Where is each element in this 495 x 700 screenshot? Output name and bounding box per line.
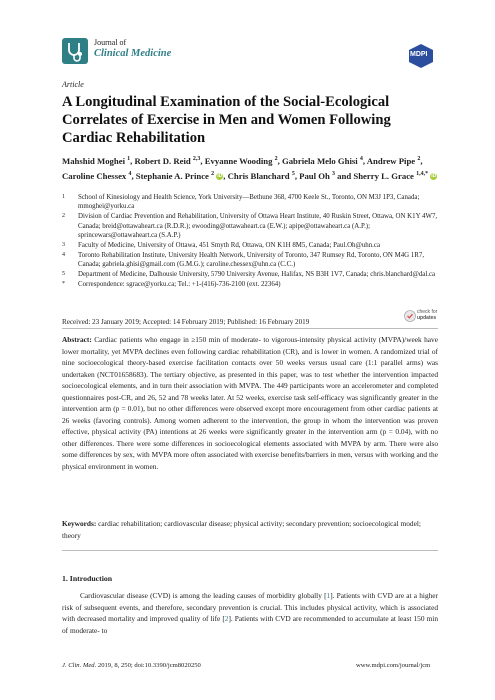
abstract-label: Abstract: [62,335,92,344]
author-separator: , [223,170,228,181]
orcid-icon[interactable]: iD [217,173,223,180]
citation-link[interactable]: 1 [326,591,331,600]
affiliation-item [62,280,438,289]
keywords-label: Keywords: [62,519,97,528]
author-affiliation-marker: 2 [274,156,278,162]
check-updates-line1: check for [417,309,438,315]
author [62,156,135,166]
author-affiliation-marker: 1 [127,156,131,162]
intro-text-2: ]. Patients with CVD are at a higher risk of subsequent events, and therefore, secondary prevention is crucial. This includes physical activity, which is associated with decreased mortality and improved quality of life [ [62,591,439,624]
affiliation-text: Faculty of Medicine, University of Ottawa, 451 Smyth Rd, Ottawa, ON K1H 8M5, Canada; Paul.Oh@uhn.ca [78,241,381,249]
author-affiliation-marker: 5 [291,170,295,177]
author-name: Evyanne Wooding [204,155,273,166]
affiliation-text: Correspondence: sgrace@yorku.ca; Tel.: +1-(416)-736-2100 (ext. 22364) [78,280,281,288]
article-title: A Longitudinal Examination of the Social-Ecological Correlates of Exercise in Men and Women Following Cardiac Rehabilitation [62,94,391,146]
author-name: Chris Blanchard [227,170,290,181]
author-name: Stephanie A. Prince [135,170,209,181]
introduction-paragraph [62,590,438,636]
author [205,156,282,166]
journal-logo [62,38,88,64]
publication-dates: Received: 23 January 2019; Accepted: 14 February 2019; Published: 16 February 2019 [62,318,310,326]
check-updates-text [417,309,437,321]
intro-text-3: ]. Patients with CVD are recommended to accumulate at least 150 min of moderate- to [62,614,438,635]
author-list [62,153,442,183]
author [62,171,136,181]
author-affiliation-marker: 2 [417,156,421,162]
author-name: Gabriela Melo Ghisi [281,155,358,166]
check-updates-line2: updates [417,315,437,321]
author [228,171,300,181]
author-affiliation-marker: 3 [332,170,335,177]
journal-title [94,37,171,59]
section-heading: 1. Introduction [62,574,113,583]
author [135,156,205,166]
author-separator: , [420,155,423,166]
check-for-updates-badge[interactable] [404,307,438,325]
affiliation-item [62,270,438,279]
author-separator: , [362,155,366,166]
author [353,171,437,181]
footer-citation [62,662,201,669]
keywords-text: cardiac rehabilitation; cardiovascular disease; physical activity; secondary prevention; socioecological model; theory [62,519,421,540]
journal-line-1: Journal of [94,38,127,47]
mdpi-logo-text: MDPI [410,51,428,58]
affiliation-number: 4 [62,251,65,258]
author [299,171,351,181]
affiliation-number: * [62,280,65,287]
affiliation-item [62,241,438,250]
footer-url[interactable]: www.mdpi.com/journal/jcm [356,662,431,669]
abstract-text: Cardiac patients who engage in ≥150 min of moderate- to vigorous-intensity physical activity (MVPA)/week have lower mortality, yet MVPA declines even following cardiac rehabilitation (CR), and is lower in women. A randomized trial of nine socioecological theory-based exercise facilitation contacts over 50 weeks versus usual care (1:1 parallel arms) was undertaken (NCT01658683). The tertiary objective, as presented in this paper, was to test whether the intervention impacted socioecological elements, and in turn their association with MVPA. The 449 participants wore an accelerometer and completed questionnaires post-CR, and 26, 52 and 78 weeks later. At 52 weeks, exercise task self-efficacy was significantly greater in the intervention arm (p = 0.01), but no other differences were observed except more encouragement from other cardiac patients at 26 weeks (favoring controls). Among women adherent to the intervention, the group in whom the intervention was proven effective, physical activity (PA) intentions at 26 weeks were significantly greater in the intervention arm (p = 0.04), with no other differences. There were some differences in socioecological elements associated with MVPA by arm. There were also some differences by sex, with MVPA more often associated with exercise benefits/barriers in men, versus with working and the physical environment in women. [62,335,438,472]
author-name: Robert D. Reid [134,155,191,166]
author-affiliation-marker: 4 [128,170,132,177]
author-name: Caroline Chessex [62,170,127,181]
author-name: Paul Oh [299,170,330,181]
divider [62,550,438,551]
author [136,171,228,181]
article-type: Article [62,80,84,89]
author-name: Mahshid Moghei [62,155,125,166]
affiliation-number: 1 [62,194,65,200]
affiliation-number: 5 [62,270,65,277]
author-affiliation-marker: 4 [359,156,363,162]
intro-text-1: Cardiovascular disease (CVD) is among the leading causes of morbidity globally [ [80,591,327,600]
keywords [62,518,438,541]
affiliation-text: Toronto Rehabilitation Institute, University Health Network, University of Toronto, 347 Rumsey Rd, Toronto, ON M4G 1R7, Canada; gabriela.ghisi@gmail.com (G.M.G.); caroline.chessex@uhn.ca (C.C.) [78,251,425,269]
author-separator: , [131,170,136,181]
journal-name: Clinical Medicine [94,48,172,59]
footer-doi: 2019, 8, 250; doi:10.3390/jcm8020250 [97,662,201,669]
stethoscope-icon [62,38,88,64]
author [282,156,365,166]
affiliation-text: School of Kinesiology and Health Science, York University—Bethune 368, 4700 Keele St., Toronto, ON M3J 1P3, Canada; mmoghei@yorku.ca [78,194,420,211]
mdpi-logo [408,44,434,68]
citation-link[interactable]: 2 [224,614,229,624]
author-separator: and [335,170,352,181]
footer-journal: J. Clin. Med. [62,662,97,669]
author-separator: , [277,155,282,166]
author-name: Sherry L. Grace [353,170,414,181]
affiliation-number: 2 [62,213,65,220]
abstract [62,334,438,473]
affiliation-text: Department of Medicine, Dalhousie University, 5790 University Avenue, Halifax, NS B3H 1V7, Canada; chris.blanchard@dal.ca [78,270,436,278]
author-separator: , [130,155,135,166]
orcid-icon[interactable]: iD [431,173,437,180]
affiliation-item [62,251,438,270]
affiliation-text: Division of Cardiac Prevention and Rehabilitation, University of Ottawa Heart Institute, 40 Ruskin Street, Ottawa, ON K1Y 4W7, Canada; breid@ottawaheart.ca (R.D.R.); ewooding@ottawaheart.ca (E.W.); apipe@ottawaheart.ca (A.P.); sprincewars@ottawaheart.ca (S.A.P.) [78,213,438,240]
author-separator: , [294,170,300,181]
divider [62,328,438,329]
author-name: Andrew Pipe [366,155,416,166]
check-updates-icon [404,310,416,322]
affiliation-item [62,212,438,240]
author-affiliation-marker: 2 [211,170,215,177]
affiliation-item [62,193,438,212]
author [367,156,423,166]
author-affiliation-marker: 1,4,* [416,170,429,177]
affiliation-number: 3 [62,241,65,248]
author-separator: , [200,155,205,166]
affiliation-list [62,193,438,289]
author-affiliation-marker: 2,3 [192,156,201,162]
